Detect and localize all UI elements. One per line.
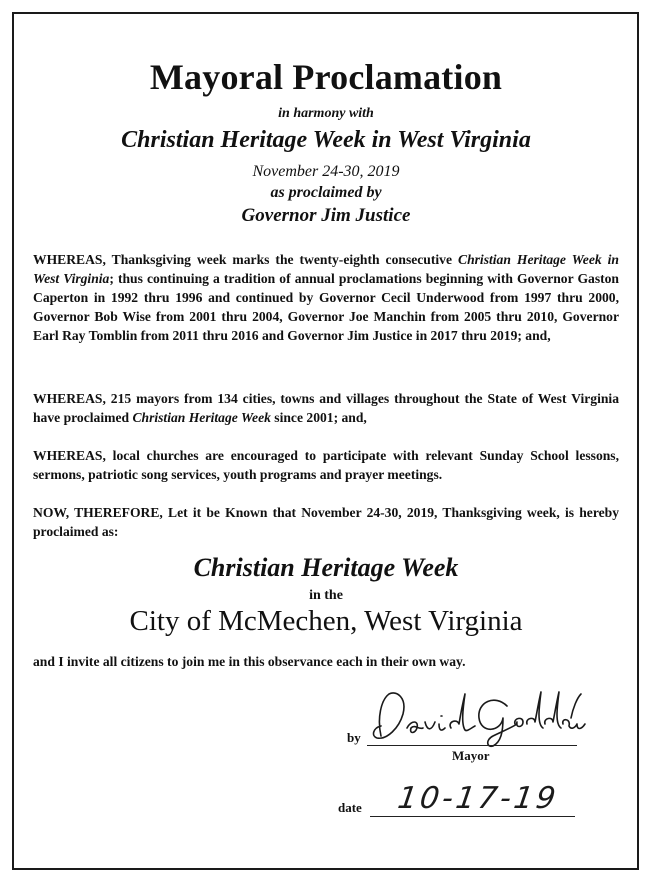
week-title: Christian Heritage Week	[193, 553, 459, 582]
therefore-paragraph: NOW, THEREFORE, Let it be Known that November 24-30, 2019, Thanksgiving week, is hereby proclaimed as:	[33, 505, 619, 539]
p2-text-a: WHEREAS, 215 mayors from 134 cities, towns and villages throughout the State of West Virginia have proclaimed	[33, 391, 619, 425]
p1-italic: Christian Heritage Week in West Virginia	[33, 252, 619, 286]
subtitle: in harmony with	[278, 106, 374, 121]
p2-text-b: since 2001; and,	[270, 410, 367, 425]
whereas-paragraph-1	[33, 250, 619, 345]
invitation-text: and I invite all citizens to join me in this observance each in their own way.	[33, 654, 466, 669]
mayor-label: Mayor	[452, 748, 490, 763]
event-dates: November 24-30, 2019	[252, 163, 400, 180]
proclaimed-by-text: as proclaimed by	[270, 184, 382, 201]
signature-line	[367, 745, 577, 746]
document-title: Mayoral Proclamation	[149, 57, 503, 97]
p2-italic: Christian Heritage Week	[132, 410, 271, 425]
date-line	[370, 816, 575, 817]
p1-text-b: ; thus continuing a tradition of annual proclamations beginning with Governor Gaston Caperton in 1992 thru 1996 and continued by Governor Cecil Underwood from 1997 thru 2000, Governor Bob Wise from 2001 thru 2004, Governor Joe Manchin from 2005 thru 2010, Governor Earl Ray Tomblin from 2011 thru 2016 and Governor Jim Justice in 2017 thru 2019; and,	[33, 271, 619, 343]
whereas-paragraph-2	[33, 389, 619, 427]
date-label: date	[338, 800, 362, 815]
p1-text-a: WHEREAS, Thanksgiving week marks the twenty-eighth consecutive	[33, 252, 458, 267]
in-the-text: in the	[309, 588, 343, 603]
event-name: Christian Heritage Week in West Virginia	[121, 127, 531, 153]
whereas-paragraph-3: WHEREAS, local churches are encouraged to participate with relevant Sunday School lessons, sermons, patriotic song services, youth programs and prayer meetings.	[33, 448, 619, 482]
governor-name: Governor Jim Justice	[241, 205, 411, 226]
handwritten-date: 10-17-19	[395, 781, 561, 816]
by-label: by	[347, 730, 361, 745]
handwritten-signature	[367, 688, 592, 748]
city-name: City of McMechen, West Virginia	[129, 605, 523, 637]
